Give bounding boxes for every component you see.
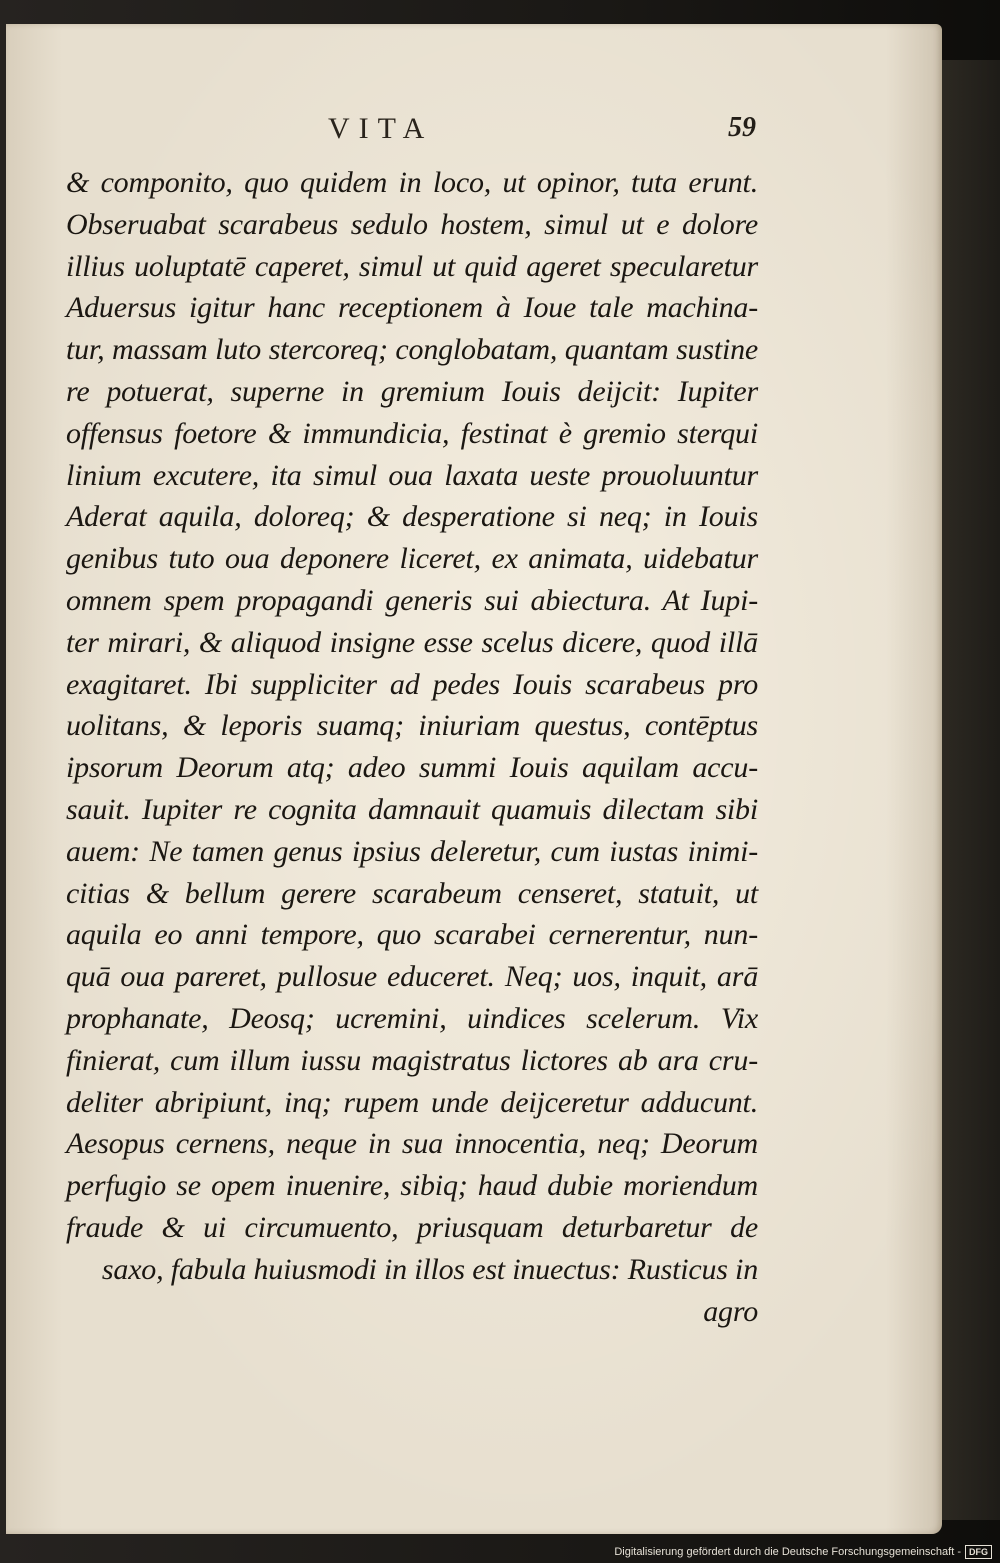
text-line: sauit. Iupiter re cognita damnauit quamuis dilectam sibi — [66, 792, 758, 826]
text-line: finierat, cum illum iussu magistratus lictores ab ara cru- — [66, 1043, 758, 1077]
text-line: perfugio se opem inuenire, sibiq; haud dubie moriendum — [66, 1169, 758, 1203]
text-line: exagitaret. Ibi suppliciter ad pedes Iouis scarabeus pro — [66, 667, 758, 701]
text-line: ter mirari, & aliquod insigne esse scelus dicere, quod illā — [66, 625, 758, 659]
text-line: linium excutere, ita simul oua laxata ueste prouoluuntur — [66, 458, 758, 492]
digitization-note: Digitalisierung gefördert durch die Deutsche Forschungsgemeinschaft - — [614, 1546, 961, 1558]
text-line: quā oua pareret, pullosue educeret. Neq; uos, inquit, arā — [66, 960, 758, 994]
text-line: omnem spem propagandi generis sui abiectura. At Iupi- — [66, 583, 758, 617]
text-line: fraude & ui circumuento, priusquam deturbaretur de — [66, 1210, 758, 1244]
text-line: Aduersus igitur hanc receptionem à Ioue tale machina- — [66, 291, 758, 325]
text-line: illius uoluptatē caperet, simul ut quid ageret specularetur — [66, 249, 758, 283]
text-line: Aesopus cernens, neque in sua innocentia, neq; Deorum — [66, 1127, 758, 1161]
text-line: ipsorum Deorum atq; adeo summi Iouis aquilam accu- — [66, 751, 758, 785]
text-line: deliter abripiunt, inq; rupem unde deijceretur adducunt. — [66, 1085, 758, 1119]
text-line: Obseruabat scarabeus sedulo hostem, simul ut e dolore — [66, 207, 758, 241]
text-line: genibus tuto oua deponere liceret, ex animata, uidebatur — [66, 542, 758, 576]
text-line: Aderat aquila, doloreq; & desperatione si neq; in Iouis — [66, 500, 758, 534]
catchword: agro — [703, 1294, 758, 1328]
text-line: uolitans, & leporis suamq; iniuriam questus, contēptus — [66, 709, 758, 743]
text-line: citias & bellum gerere scarabeum censeret, statuit, ut — [66, 876, 758, 910]
text-line: saxo, fabula huiusmodi in illos est inuectus: Rusticus in — [101, 1252, 758, 1286]
text-line: aquila eo anni tempore, quo scarabei cernerentur, nun- — [66, 918, 758, 952]
running-title: VITA — [328, 112, 434, 145]
text-line: prophanate, Deosq; ucremini, uindices scelerum. Vix — [66, 1001, 758, 1035]
page-number: 59 — [728, 112, 756, 143]
text-line: offensus foetore & immundicia, festinat è gremio sterqui — [66, 416, 758, 450]
text-line: re potuerat, superne in gremium Iouis deijcit: Iupiter — [66, 374, 758, 408]
text-line: tur, massam luto stercoreq; conglobatam, quantam sustine — [66, 333, 758, 367]
dfg-logo: DFG — [965, 1545, 992, 1559]
text-line: auem: Ne tamen genus ipsius deleretur, cum iustas inimi- — [66, 834, 758, 868]
text-line: & componito, quo quidem in loco, ut opinor, tuta erunt. — [66, 166, 758, 199]
body-text — [66, 162, 766, 1332]
digitization-credit — [614, 1545, 992, 1559]
